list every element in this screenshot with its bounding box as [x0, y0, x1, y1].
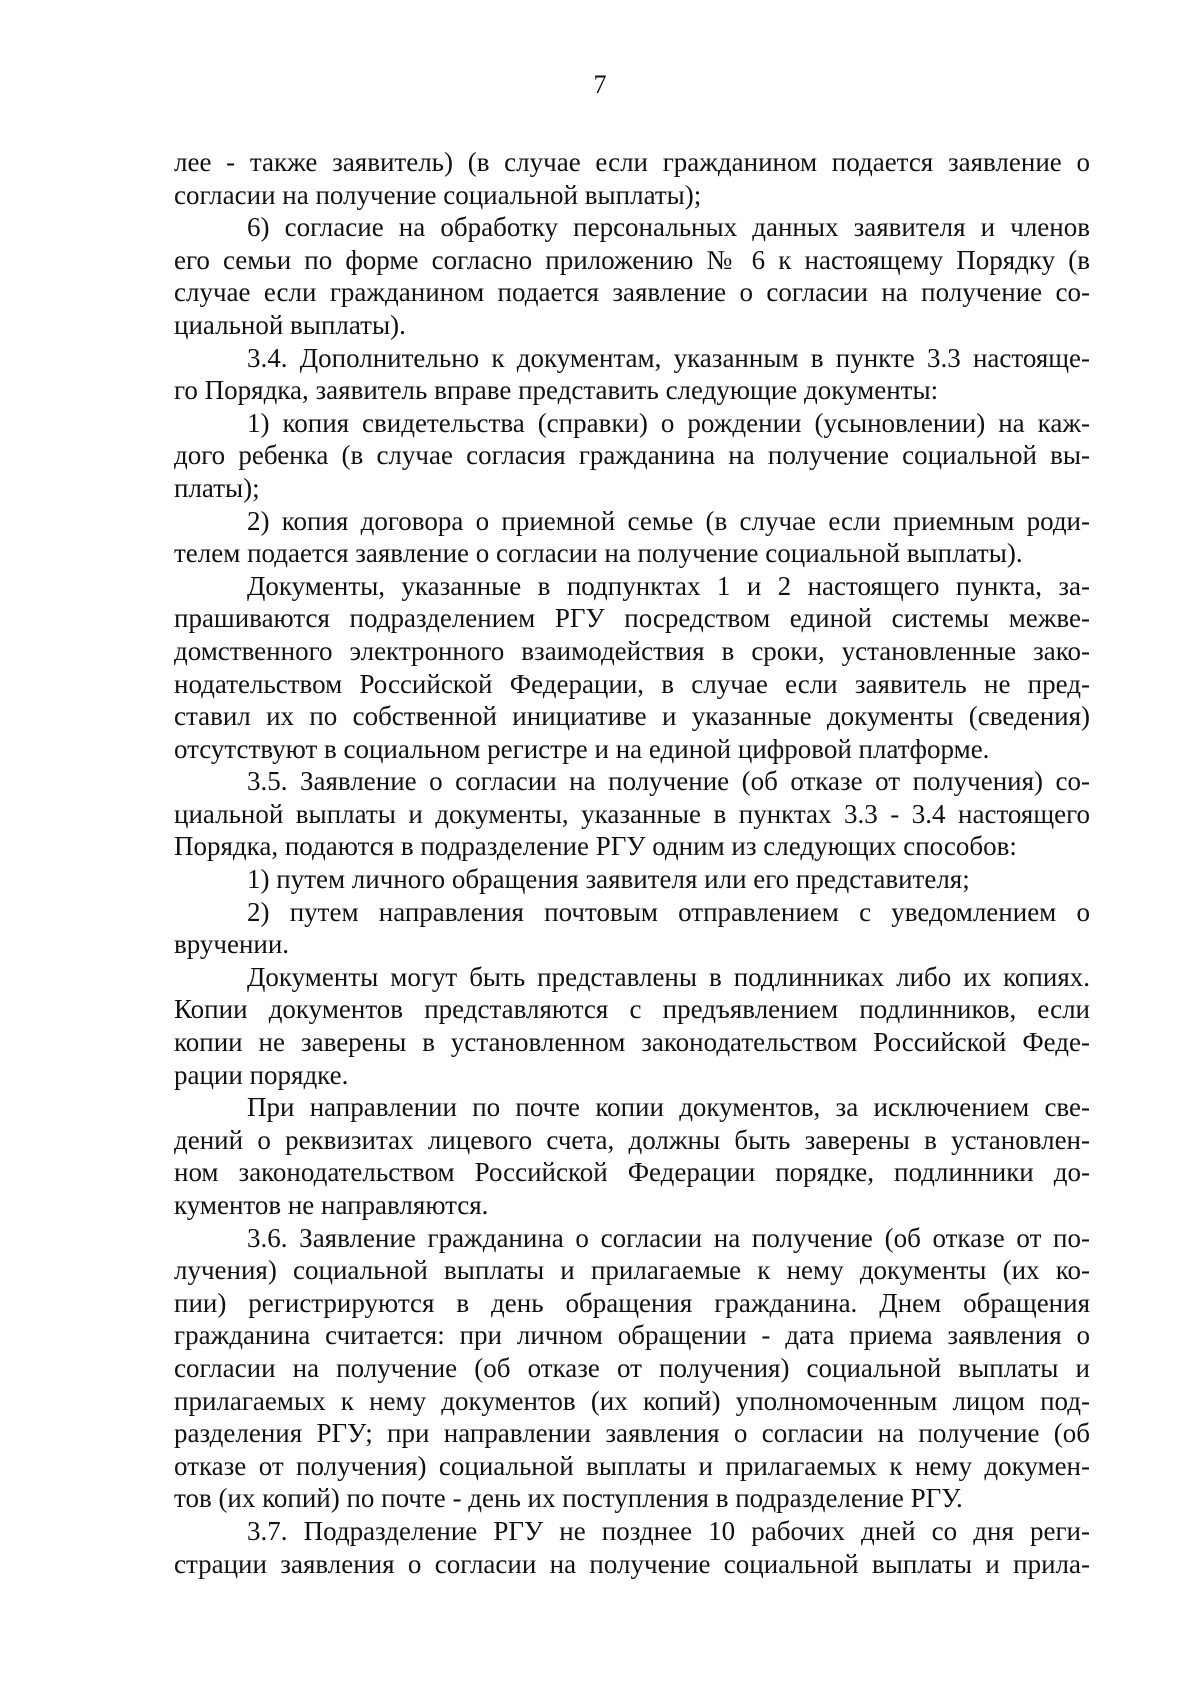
text-line: го Порядка, заявитель вправе представить следующие документы:	[174, 375, 939, 406]
text-line: 2) путем направления почтовым отправлением с уведомлением о	[247, 896, 1090, 927]
text-line: 3.7. Подразделение РГУ не позднее 10 рабочих дней со дня реги-	[247, 1515, 1090, 1546]
text-line: прилагаемых к нему документов (их копий) уполномоченным лицом под-	[174, 1385, 1090, 1416]
text-line: кументов не направляются.	[174, 1190, 489, 1220]
text-line: платы);	[174, 472, 260, 503]
text-line: пии) регистрируются в день обращения гражданина. Днем обращения	[174, 1287, 1090, 1318]
text-line: Порядка, подаются в подразделение РГУ одним из следующих способов:	[174, 831, 1017, 862]
text-line: ном законодательством Российской Федерации порядке, подлинники до-	[174, 1157, 1090, 1188]
text-line: нодательством Российской Федерации, в случае если заявитель не пред-	[174, 668, 1090, 699]
text-line: 3.5. Заявление о согласии на получение (об отказе от получения) со-	[247, 766, 1090, 797]
text-line: лее - также заявитель) (в случае если гражданином подается заявление о	[174, 147, 1090, 177]
text-line: лучения) социальной выплаты и прилагаемые к нему документы (их ко-	[174, 1255, 1090, 1286]
text-line: 3.6. Заявление гражданина о согласии на получение (об отказе от по-	[247, 1222, 1090, 1253]
text-line: Документы, указанные в подпунктах 1 и 2 настоящего пункта, за-	[247, 570, 1090, 601]
text-line: Документы могут быть представлены в подлинниках либо их копиях.	[247, 961, 1090, 992]
text-line: дого ребенка (в случае согласия гражданина на получение социальной вы-	[174, 440, 1090, 471]
text-line: рации порядке.	[174, 1059, 349, 1090]
text-line: отсутствуют в социальном регистре и на единой цифровой платформе.	[174, 733, 990, 764]
text-line: телем подается заявление о согласии на получение социальной выплаты).	[174, 538, 1023, 569]
text-line: циальной выплаты и документы, указанные в пунктах 3.3 - 3.4 настоящего	[174, 798, 1090, 829]
text-line: страции заявления о согласии на получение социальной выплаты и прила-	[174, 1548, 1090, 1579]
text-line: циальной выплаты).	[174, 309, 406, 340]
text-line: дений о реквизитах лицевого счета, должны быть заверены в установлен-	[174, 1124, 1090, 1155]
text-line: 1) путем личного обращения заявителя или его представителя;	[247, 864, 970, 895]
text-line: 1) копия свидетельства (справки) о рождении (усыновлении) на каж-	[247, 407, 1090, 438]
text-line: прашиваются подразделением РГУ посредством единой системы межве-	[174, 603, 1090, 634]
text-line: 2) копия договора о приемной семье (в случае если приемным роди-	[247, 505, 1090, 536]
document-body	[174, 146, 1090, 1580]
text-line: вручении.	[174, 929, 290, 960]
text-line: отказе от получения) социальной выплаты и прилагаемых к нему докумен-	[174, 1450, 1090, 1481]
text-line: домственного электронного взаимодействия в сроки, установленные зако-	[174, 635, 1090, 666]
text-line: копии не заверены в установленном законодательством Российской Феде-	[174, 1027, 1090, 1058]
text-line: случае если гражданином подается заявление о согласии на получение со-	[174, 277, 1090, 308]
text-line: разделения РГУ; при направлении заявления о согласии на получение (об	[174, 1418, 1090, 1449]
text-line: гражданина считается: при личном обращении - дата приема заявления о	[174, 1320, 1090, 1351]
text-line: 3.4. Дополнительно к документам, указанным в пункте 3.3 настояще-	[247, 342, 1090, 373]
text-line: При направлении по почте копии документов, за исключением све-	[247, 1092, 1090, 1123]
page-number: 7	[593, 70, 607, 99]
text-line: его семьи по форме согласно приложению № 6 к настоящему Порядку (в	[174, 244, 1090, 275]
text-line: согласии на получение (об отказе от получения) социальной выплаты и	[174, 1352, 1090, 1383]
text-line: 6) согласие на обработку персональных данных заявителя и членов	[247, 212, 1090, 243]
text-line: Копии документов представляются с предъявлением подлинников, если	[174, 994, 1090, 1025]
text-line: тов (их копий) по почте - день их поступления в подразделение РГУ.	[174, 1483, 963, 1514]
text-line: согласии на получение социальной выплаты);	[174, 179, 702, 210]
text-line: ставил их по собственной инициативе и указанные документы (сведения)	[174, 701, 1090, 732]
